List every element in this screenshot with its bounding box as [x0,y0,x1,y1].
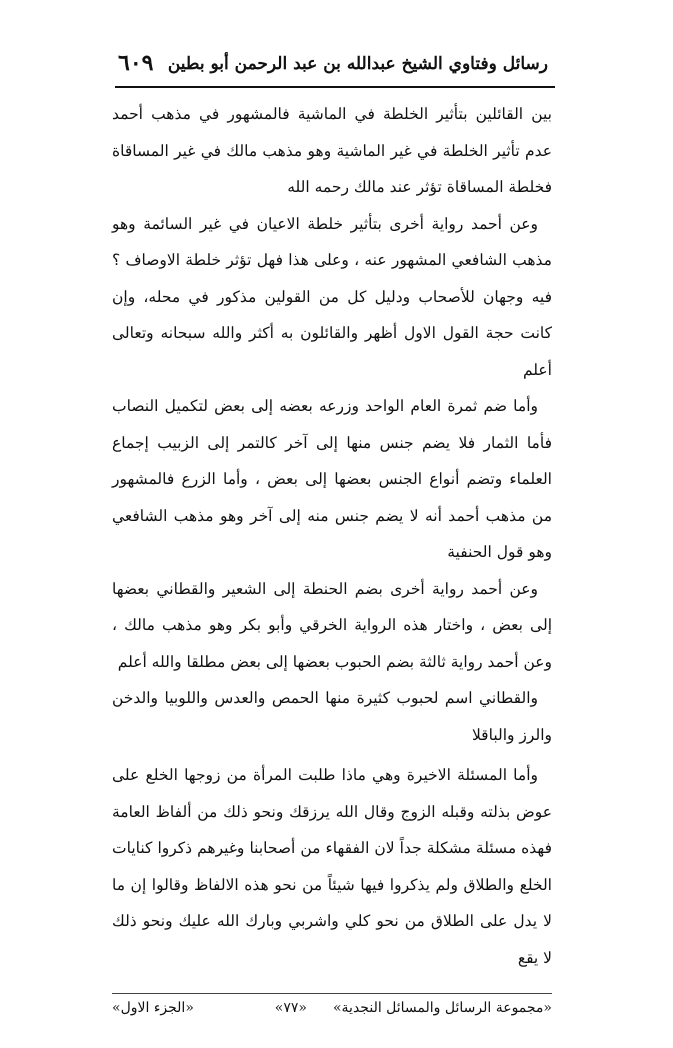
page-header [118,48,548,84]
paragraph-2: وعن أحمد رواية أخرى بتأثير خلطة الاعيان في غير السائمة وهو مذهب الشافعي المشهور عنه ، وعلى هذا فهل تؤثر خلطة الاوصاف ؟ فيه وجهان للأصحاب ودليل كل من القولين مذكور في محله، وإن كانت حجة القول الاول أظهر والقائلون به أكثر والله سبحانه وتعالى أعلم [112,214,552,379]
main-text [112,96,552,976]
page-footer [112,1000,552,1026]
page-number: ٦٠٩ [118,50,154,76]
footer-volume: «الجزء الاول» [112,1000,194,1016]
paragraph-4: وعن أحمد رواية أخرى بضم الحنطة إلى الشعير والقطاني بعضها إلى بعض ، واختار هذه الرواية الخرقي وأبو بكر وهو مذهب مالك ، وعن أحمد رواية ثالثة بضم الحبوب بعضها إلى بعض مطلقا والله أعلم [112,579,552,671]
footer-number: «٧٧» [274,1000,307,1016]
paragraph-5: والقطاني اسم لحبوب كثيرة منها الحمص والعدس واللوبيا والدخن والرز والباقلا [112,689,552,744]
header-title: رسائل وفتاوي الشيخ عبدالله بن عبد الرحمن أبو بطين [167,54,548,74]
footer-divider [112,993,552,994]
paragraph-3: وأما ضم ثمرة العام الواحد وزرعه بعضه إلى بعض لتكميل النصاب فأما الثمار فلا يضم جنس منها إلى آخر كالتمر إلى الزبيب إجماع العلماء وتضم أنواع الجنس بعضها إلى بعض ، وأما الزرع فالمشهور من مذهب أحمد أنه لا يضم جنس منه إلى آخر وهو مذهب الشافعي وهو قول الحنفية [112,397,552,561]
header-divider [115,86,555,88]
paragraph-1: بين القائلين بتأثير الخلطة في الماشية فالمشهور في مذهب أحمد عدم تأثير الخلطة في غير الماشية وهو مذهب مالك في غير المساقاة فخلطة المساقاة تؤثر عند مالك رحمه الله [112,105,552,196]
footer-collection-title: «مجموعة الرسائل والمسائل النجدية» [332,1000,552,1016]
paragraph-6: وأما المسئلة الاخيرة وهي ماذا طلبت المرأة من زوجها الخلع على عوض بذلته وقبله الزوج وقال الله يرزقك ونحو ذلك من ألفاظ العامة فهذه مسئلة مشكلة جداً لان الفقهاء من أصحابنا وغيرهم ذكروا كنايات الخلع والطلاق ولم يذكروا فيها شيئاً من نحو هذه الالفاظ وقالوا إن ما لا يدل على الطلاق من نحو كلي واشربي وبارك الله عليك ونحو ذلك لا يقع [112,766,552,967]
